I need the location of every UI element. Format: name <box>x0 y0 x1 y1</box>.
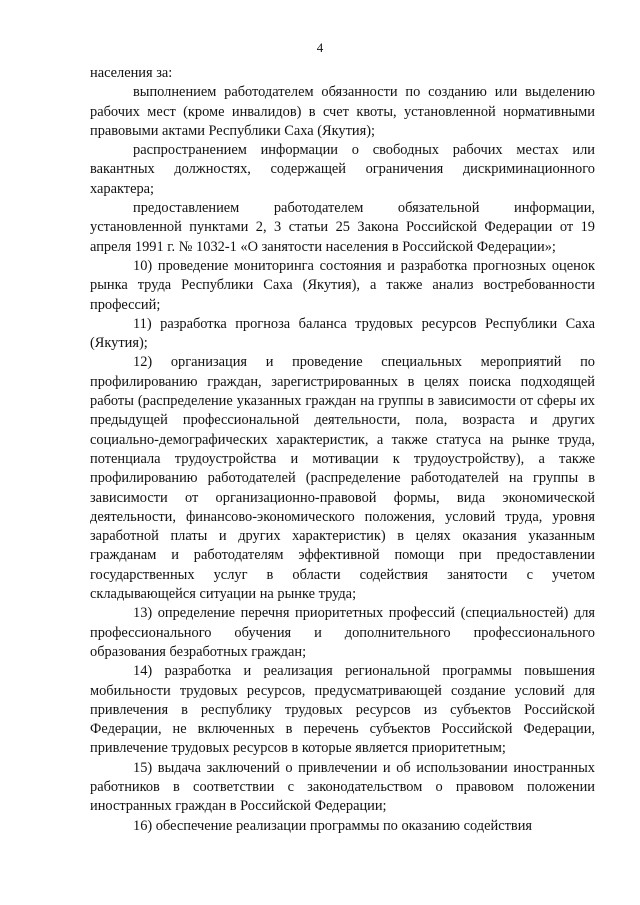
paragraph-population-intro: населения за: <box>90 65 173 81</box>
paragraph-employer-information: предоставлением работодателем обязательной информации, установленной пунктами 2, 3 статьи 25 Закона Российской Федерации от 19 апреля 1991 г. № 1032-1 «О занятости населения в Российской Федерации»; <box>90 200 595 255</box>
paragraph-item-15: 15) выдача заключений о привлечении и об использовании иностранных работников в соответствии с законодательством о правовом положении иностранных граждан в Российской Федерации; <box>90 759 595 815</box>
paragraph-item-13: 13) определение перечня приоритетных профессий (специальностей) для профессионального обучения и дополнительного профессионального образования безработных граждан; <box>90 605 595 660</box>
paragraph-item-12: 12) организация и проведение специальных мероприятий по профилированию граждан, зарегистрированных в целях поиска подходящей работы (распределение указанных граждан на группы в зависимости от сферы их предыдущей профессиональной деятельности, пола, возраста и других социально-демографических характеристик, а также статуса на рынке труда, потенциала трудоустройства и мотивации к трудоустройству), а также профилированию работодателей (распределение работодателей на группы в зависимости от организационно-правовой формы, вида экономической деятельности, финансово-экономического положения, условий труда, уровня заработной платы и других характеристик) в целях оказания указанным гражданам и работодателям эффективной помощи при предоставлении государственных услуг в области содействия занятости с учетом складывающейся ситуации на рынке труда; <box>90 354 595 603</box>
paragraph-item-14: 14) разработка и реализация региональной программы повышения мобильности трудовых ресурсов, предусматривающей создание условий для привлечения в республику трудовых ресурсов из субъектов Российской Федерации, не включенных в перечень субъектов Российской Федерации, привлечение трудовых ресурсов в которые является приоритетным; <box>90 663 595 757</box>
paragraph-item-16: 16) обеспечение реализации программы по оказанию содействия <box>133 817 533 834</box>
paragraph-item-10: 10) проведение мониторинга состояния и разработка прогнозных оценок рынка труда Республики Саха (Якутия), а также анализ востребованности профессий; <box>90 257 595 313</box>
page-number: 4 <box>316 40 324 55</box>
document-body <box>90 64 595 836</box>
paragraph-quota-obligation: выполнением работодателем обязанности по созданию или выделению рабочих мест (кроме инвалидов) в счет квоты, установленной нормативными правовыми актами Республики Саха (Якутия); <box>90 84 595 139</box>
paragraph-item-11: 11) разработка прогноза баланса трудовых ресурсов Республики Саха (Якутия); <box>90 315 595 352</box>
paragraph-vacancy-discrimination: распространением информации о свободных рабочих местах или вакантных должностях, содержащей ограничения дискриминационного характера; <box>90 142 595 197</box>
